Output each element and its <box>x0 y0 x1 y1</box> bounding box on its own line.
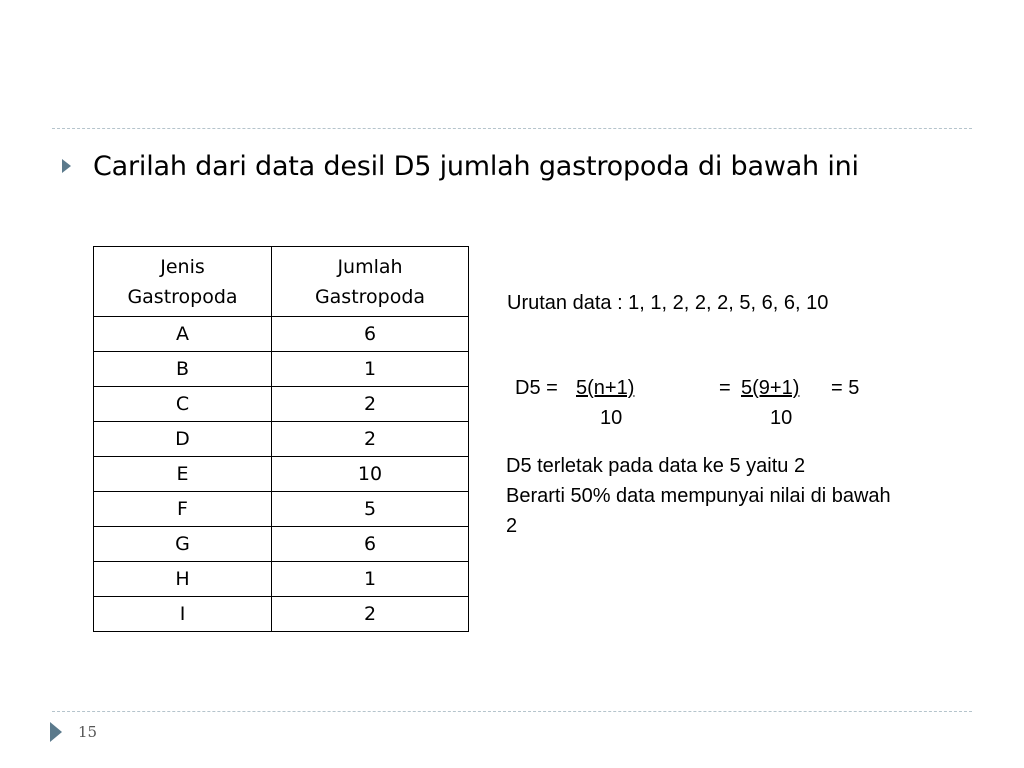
cell-jumlah: 6 <box>272 527 469 562</box>
table-header-row <box>94 247 469 317</box>
formula-denominator-2: 10 <box>770 407 793 429</box>
header-jumlah-line1: Jumlah <box>337 255 403 278</box>
formula-result: = 5 <box>831 377 860 399</box>
cell-jenis: D <box>94 422 272 457</box>
cell-jumlah: 1 <box>272 352 469 387</box>
cell-jenis: C <box>94 387 272 422</box>
cell-jenis: I <box>94 597 272 632</box>
table-row <box>94 597 469 632</box>
table-row <box>94 527 469 562</box>
conclusion-line-1: D5 terletak pada data ke 5 yaitu 2 <box>506 455 806 477</box>
table-row <box>94 317 469 352</box>
cell-jumlah: 2 <box>272 387 469 422</box>
conclusion-line-3: 2 <box>506 515 518 537</box>
bottom-divider <box>52 711 972 712</box>
formula-equals: = <box>719 377 731 399</box>
cell-jumlah: 10 <box>272 457 469 492</box>
cell-jumlah: 2 <box>272 597 469 632</box>
table-row <box>94 492 469 527</box>
question-bullet <box>62 146 859 186</box>
formula-lhs: D5 = <box>515 377 558 399</box>
cell-jenis: F <box>94 492 272 527</box>
cell-jumlah: 2 <box>272 422 469 457</box>
question-text: Carilah dari data desil D5 jumlah gastropoda di bawah ini <box>93 150 859 182</box>
cell-jumlah: 1 <box>272 562 469 597</box>
cell-jenis: E <box>94 457 272 492</box>
cell-jenis: B <box>94 352 272 387</box>
page-footer <box>50 722 97 742</box>
cell-jenis: A <box>94 317 272 352</box>
page-number: 15 <box>78 723 98 741</box>
table-row <box>94 457 469 492</box>
cell-jumlah: 6 <box>272 317 469 352</box>
conclusion-line-2: Berarti 50% data mempunyai nilai di bawah <box>506 485 891 507</box>
sorted-data-text: Urutan data : 1, 1, 2, 2, 2, 5, 6, 6, 10 <box>507 292 829 314</box>
header-jumlah-line2: Gastropoda <box>314 285 426 308</box>
table-row <box>94 387 469 422</box>
triangle-footer-icon <box>50 722 62 742</box>
header-jenis-line2: Gastropoda <box>127 285 238 308</box>
formula-denominator-1: 10 <box>600 407 623 429</box>
cell-jenis: H <box>94 562 272 597</box>
triangle-bullet-icon <box>62 159 71 173</box>
cell-jenis: G <box>94 527 272 562</box>
cell-jumlah: 5 <box>272 492 469 527</box>
top-divider <box>52 128 972 129</box>
header-jumlah <box>272 247 469 317</box>
header-jenis <box>94 247 272 317</box>
header-jenis-line1: Jenis <box>160 255 205 278</box>
table-row <box>94 562 469 597</box>
table-row <box>94 422 469 457</box>
table-row <box>94 352 469 387</box>
formula-numerator-1: 5(n+1) <box>576 377 635 399</box>
gastropoda-table <box>93 246 469 632</box>
formula-numerator-2: 5(9+1) <box>741 377 800 399</box>
